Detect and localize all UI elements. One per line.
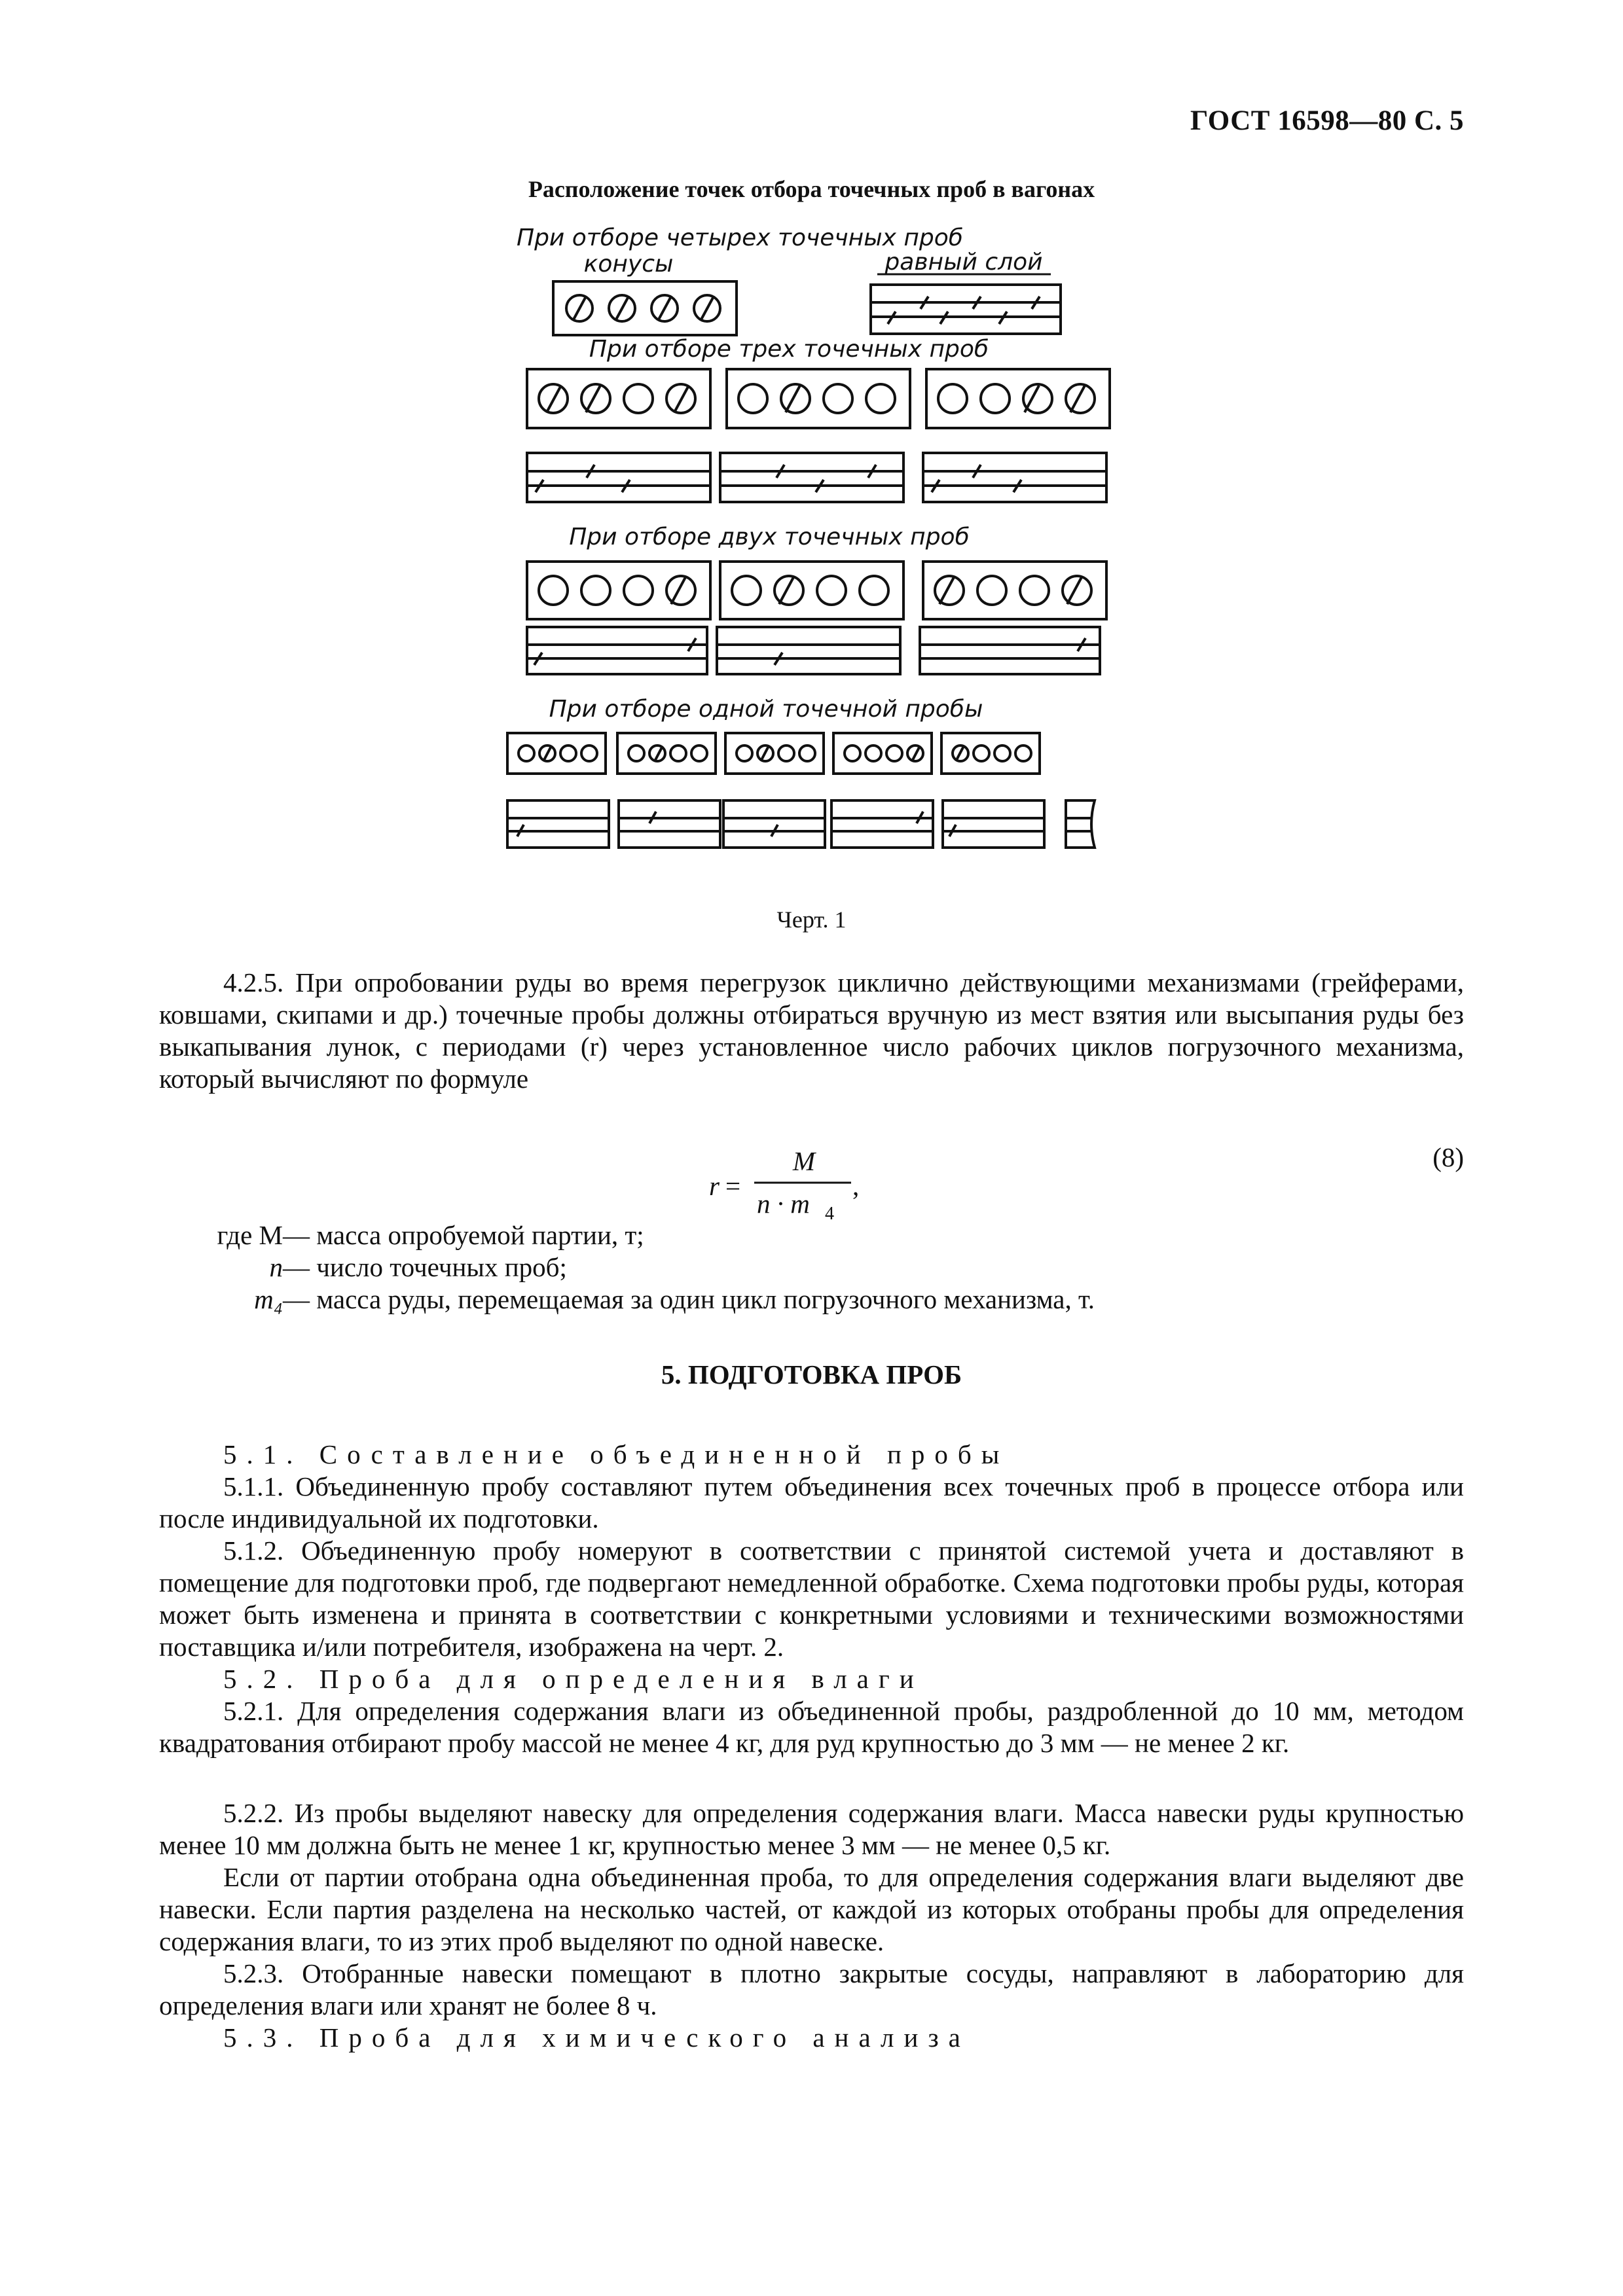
legend-text: — масса руды, перемещаемая за один цикл погрузочного механизма, т. [283, 1284, 1095, 1314]
wagon-cones [720, 562, 903, 619]
wagon-cones [727, 369, 910, 428]
formula-8 [0, 1145, 1623, 1224]
paragraph-5-2-3: 5.2.3. Отобранные навески помещают в плотно закрытые сосуды, направляют в лабораторию для определения влаги или хранят не более 8 ч. [159, 1958, 1464, 2020]
label-cones: конусы [583, 251, 674, 278]
figure-title: Расположение точек отбора точечных проб в вагонах [528, 176, 1095, 202]
wagon-even-layer [723, 800, 825, 848]
wagon-cones [923, 562, 1106, 619]
wagon-even-layer [507, 800, 609, 848]
sampling-point-marks [517, 296, 1085, 836]
equation-number: (8) [1432, 1142, 1464, 1172]
legend-line [159, 1251, 1095, 1283]
paragraph-5-2-1: 5.2.1. Для определения содержания влаги из объединенной пробы, раздробленной до 10 мм, методом квадратования отбирают пробу массой не менее 4 кг, для руд крупностью до 3 мм — не менее 2 кг. [159, 1696, 1464, 1758]
paragraph-5-2-2: 5.2.2. Из пробы выделяют навеску для определения содержания влаги. Масса навески руды крупностью менее 10 мм должна быть не менее 1 кг, крупностью менее 3 мм — не менее 0,5 кг. [159, 1798, 1464, 1860]
wagon-sampling-diagram [0, 209, 1623, 903]
wagon-partial [1066, 800, 1095, 848]
formula-comma: , [852, 1171, 860, 1201]
wagon-cones [527, 562, 710, 619]
formula-lhs: r [709, 1171, 720, 1201]
legend-line [159, 1219, 1095, 1251]
legend-symbol: m₄ [254, 1284, 283, 1314]
wagon-even-layer [527, 627, 707, 674]
wagon-even-layer [831, 800, 933, 848]
wagon-even-layer [923, 453, 1106, 502]
wagon-even-layer [920, 627, 1100, 674]
paragraph-5-1-2: 5.1.2. Объединенную пробу номеруют в соответствии с принятой системой учета и доставляют в помещение для подготовки проб, где подвергают немедленной обработке. Схема подготовки пробы руды, которая может быть изменена и принята в соответствии с конкретными условиями и техническими возможностями поставщика и/или потребителя, изображена на черт. 2. [159, 1535, 1464, 1662]
document-header: ГОСТ 16598—80 С. 5 [1190, 105, 1464, 136]
wagon-even-layer [619, 800, 720, 848]
section-5-title: 5. ПОДГОТОВКА ПРОБ [661, 1359, 962, 1390]
paragraph-4-2-5: 4.2.5. При опробовании руды во время перегрузок циклично действующими механизмами (грейферами, ковшами, скипами и др.) точечные пробы должны отбираться вручную из мест взятия или высыпания руды без выкапывания лунок, с периодами (r) через установленное число рабочих циклов погрузочного механизма, который вычисляют по формуле [159, 967, 1464, 1094]
wagon-even-layer [527, 453, 710, 502]
legend-text: — масса опробуемой партии, т; [283, 1220, 644, 1250]
legend-symbol: где M [217, 1220, 283, 1250]
formula-denominator: n · m [757, 1189, 810, 1219]
heading-5-2: 5.2. Проба для определения влаги [223, 1664, 924, 1694]
formula-subscript: 4 [825, 1204, 834, 1224]
heading-5-1: 5.1. Составление объединенной пробы [223, 1439, 1010, 1469]
figure-caption: Черт. 1 [776, 906, 847, 933]
wagon-even-layer [943, 800, 1044, 848]
formula-numerator: M [792, 1146, 816, 1176]
label-one-point: При отборе одной точечной пробы [549, 696, 983, 723]
heading-5-3: 5.3. Проба для химического анализа [223, 2022, 970, 2053]
wagon-even-layer [871, 285, 1061, 334]
paragraph-5-2-2-continued: Если от партии отобрана одна объединенная проба, то для определения содержания влаги выделяют две навески. Если партия разделена на несколько частей, от каждой из которых отобраны пробы для определения содержания влаги, то из этих проб выделяют по одной навеске. [159, 1862, 1464, 1956]
label-even-layer: равный слой [884, 249, 1043, 276]
wagon-cones [926, 369, 1110, 428]
legend-text: — число точечных проб; [283, 1252, 567, 1282]
paragraph-5-1-1: 5.1.1. Объединенную пробу составляют путем объединения всех точечных проб в процессе отбора или после индивидуальной их подготовки. [159, 1471, 1464, 1534]
label-three-points: При отборе трех точечных проб [589, 336, 989, 363]
label-four-points: При отборе четырех точечных проб [517, 224, 963, 251]
formula-equals: = [725, 1171, 741, 1201]
legend-line [159, 1283, 1095, 1316]
wagon-even-layer [717, 627, 900, 674]
label-two-points: При отборе двух точечных проб [569, 524, 970, 550]
wagon-even-layer [720, 453, 903, 502]
formula-legend [159, 1219, 1095, 1316]
legend-symbol: n [269, 1252, 283, 1282]
